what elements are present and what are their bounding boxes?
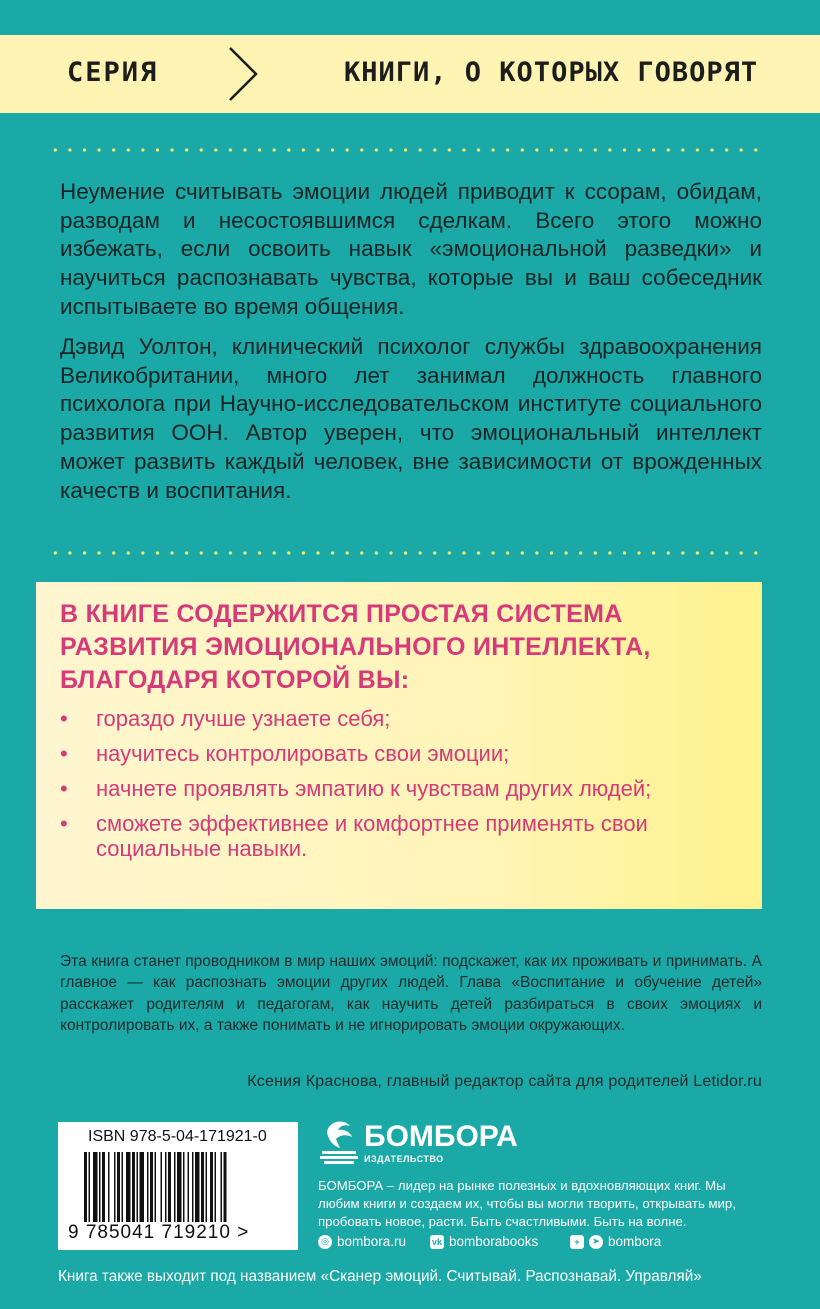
bullet-icon: • [60, 706, 68, 731]
chevron-right-icon [226, 45, 260, 103]
review-text: Эта книга станет проводником в мир наших эмоций: подскажет, как их проживать и принимать. А главное — как распознать эмоции других людей. Глава «Воспитание и обучение детей» расскажет родителям и педагогам, как научить детей разбираться в своих эмоциях и контролировать их, а также понимать и не игнорировать эмоции окружающих. [60, 953, 762, 1034]
bullet-icon: • [60, 811, 68, 836]
bullet-icon: • [60, 776, 68, 801]
publisher-name: БОМБОРА [364, 1120, 518, 1153]
vk-icon: vk [431, 1236, 442, 1247]
list-item [60, 776, 740, 801]
bullet-icon: • [60, 741, 68, 766]
dotted-divider [48, 551, 760, 555]
barcode [58, 1122, 298, 1250]
description-paragraph-1: Неумение считывать эмоции людей приводит к ссорам, обидам, разводам и несостоявшимся сделкам. Всего этого можно избежать, если освоить навык «эмоциональной разведки» и научиться распознавать чувства, которые вы и ваш собеседник испытываете во время общения. [60, 179, 762, 319]
publisher-subtitle: ИЗДАТЕЛЬСТВО [364, 1154, 444, 1164]
publisher-link-vk[interactable] [430, 1234, 538, 1249]
plus-icon: + [570, 1235, 584, 1249]
list-item [60, 811, 740, 861]
series-name: КНИГИ, О КОТОРЫХ ГОВОРЯТ [344, 57, 759, 88]
review-author: Ксения Краснова, главный редактор сайта для родителей Letidor.ru [247, 1073, 762, 1090]
publisher-link-site[interactable] [318, 1234, 406, 1249]
list-item-text: научитесь контролировать свои эмоции; [96, 741, 510, 766]
telegram-icon: ➤ [589, 1235, 603, 1249]
highlight-box [36, 582, 762, 909]
description-paragraph-2: Дэвид Уолтон, клинический психолог службы здравоохранения Великобритании, много лет занимал должность главного психолога при Научно-исследовательском институте социального развития ООН. Автор уверен, что эмоциональный интеллект может развить каждый человек, вне зависимости от врожденных качеств и воспитания. [60, 334, 762, 503]
link-label: bomborabooks [449, 1234, 539, 1249]
list-item [60, 706, 740, 731]
highlight-heading: В КНИГЕ СОДЕРЖИТСЯ ПРОСТАЯ СИСТЕМА РАЗВИТИЯ ЭМОЦИОНАЛЬНОГО ИНТЕЛЛЕКТА, БЛАГОДАРЯ КОТОРОЙ ВЫ: [60, 600, 651, 694]
globe-icon: ◎ [318, 1235, 332, 1249]
link-label: bombora.ru [337, 1234, 407, 1249]
series-label: СЕРИЯ [67, 57, 159, 88]
link-label: bombora [608, 1234, 662, 1249]
alt-title-note: Книга также выходит под названием «Сканер эмоций. Считывай. Распознавай. Управляй» [58, 1268, 702, 1285]
barcode-digits: 9 785041 719210 > [68, 1222, 250, 1243]
benefit-list [60, 706, 740, 871]
publisher-link-social[interactable] [570, 1234, 661, 1249]
barcode-bars [84, 1152, 274, 1222]
bombora-logo-icon [318, 1118, 362, 1166]
series-banner [0, 35, 820, 113]
list-item [60, 741, 740, 766]
list-item-text: гораздо лучше узнаете себя; [96, 706, 391, 731]
dotted-divider [48, 148, 760, 152]
list-item-text: сможете эффективнее и комфортнее применять свои социальные навыки. [96, 811, 648, 861]
publisher-description: БОМБОРА – лидер на рынке полезных и вдохновляющих книг. Мы любим книги и создаем их, чтобы вы могли творить, открывать мир, пробовать новое, расти. Быть счастливыми. Быть на волне. [318, 1178, 736, 1229]
list-item-text: начнете проявлять эмпатию к чувствам других людей; [96, 776, 652, 801]
isbn-text: ISBN 978-5-04-171921-0 [88, 1128, 267, 1145]
